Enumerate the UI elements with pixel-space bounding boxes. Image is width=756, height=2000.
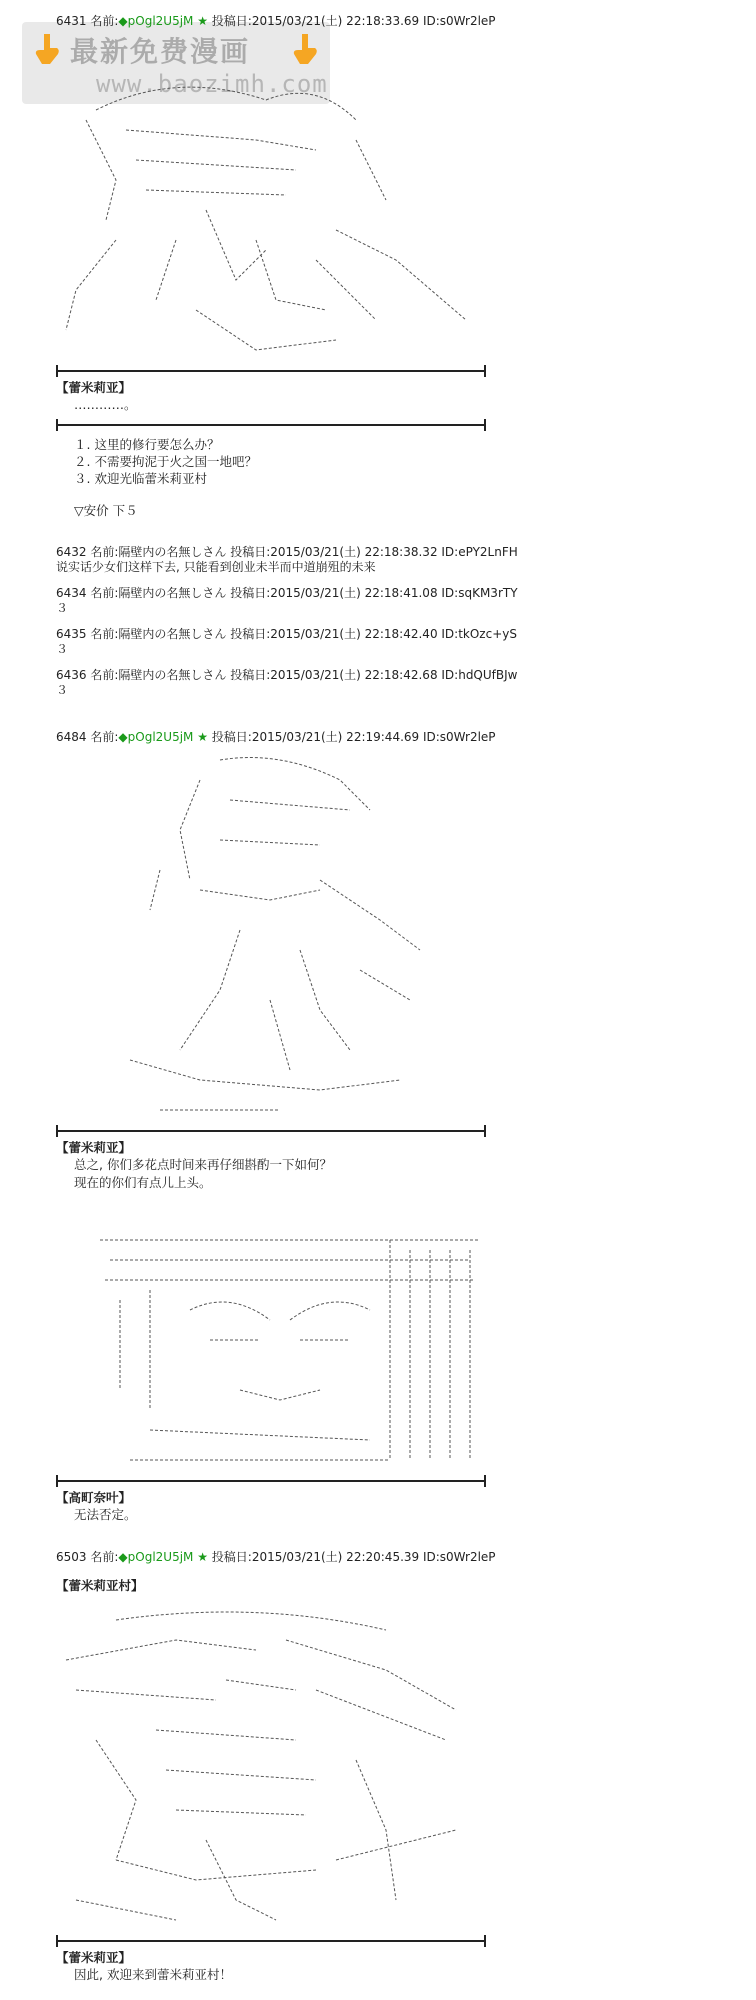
choice-item: ３. 欢迎光临蕾米莉亚村 [74, 471, 207, 486]
speaker-label: 【蕾米莉亚】 [56, 1140, 132, 1155]
speaker-label: 【蕾米莉亚】 [56, 1950, 132, 1965]
ascii-art-remilia-2 [120, 750, 440, 1120]
speaker-label: 【蕾米莉亚】 [56, 380, 132, 395]
ascii-art-remilia-1 [56, 60, 476, 360]
reply-post: 6434 名前:隔壁内の名無しさん 投稿日:2015/03/21(土) 22:18:41.08 ID:sqKM3rTY ３ [56, 586, 518, 615]
post-header: 6503 名前:◆pOgl2U5jM ★ 投稿日:2015/03/21(土) 22:20:45.39 ID:s0Wr2leP [56, 1550, 496, 1564]
vote-instruction: ▽安价 下５ [74, 503, 138, 518]
speech-line: …………。 [74, 397, 137, 412]
ascii-art-nanoha [90, 1230, 490, 1470]
reply-post: 6432 名前:隔壁内の名無しさん 投稿日:2015/03/21(土) 22:18:38.32 ID:ePY2LnFH 说实话少女们这样下去, 只能看到创业未半而中道崩殂的未来 [56, 545, 518, 574]
tripcode: ◆pOgl2U5jM ★ [118, 1550, 208, 1564]
speech-line: 总之, 你们多花点时间来再仔细斟酌一下如何？ [74, 1157, 332, 1172]
divider [56, 1940, 486, 1942]
divider [56, 424, 486, 426]
ascii-art-remilia-village [56, 1600, 486, 1930]
tripcode: ◆pOgl2U5jM ★ [118, 730, 208, 744]
post-header: 6431 名前:◆pOgl2U5jM ★ 投稿日:2015/03/21(土) 22:18:33.69 ID:s0Wr2leP [56, 14, 496, 28]
tripcode: ◆pOgl2U5jM ★ [118, 14, 208, 28]
divider [56, 1480, 486, 1482]
speech-line: 无法否定。 [74, 1507, 137, 1522]
divider [56, 370, 486, 372]
choice-item: １. 这里的修行要怎么办？ [74, 437, 220, 452]
reply-post: 6435 名前:隔壁内の名無しさん 投稿日:2015/03/21(土) 22:18:42.40 ID:tkOzc+yS ３ [56, 627, 517, 656]
speech-line: 因此, 欢迎来到蕾米莉亚村！ [74, 1967, 232, 1982]
watermark-url: www.baozimh.com [96, 70, 328, 98]
speaker-label: 【高町奈叶】 [56, 1490, 132, 1505]
divider [56, 1130, 486, 1132]
reply-post: 6436 名前:隔壁内の名無しさん 投稿日:2015/03/21(土) 22:18:42.68 ID:hdQUfBJw ３ [56, 668, 518, 697]
speech-line: 现在的你们有点儿上头。 [74, 1175, 212, 1190]
watermark-title: 最新免费漫画 [70, 35, 251, 68]
post-header: 6484 名前:◆pOgl2U5jM ★ 投稿日:2015/03/21(土) 22:19:44.69 ID:s0Wr2leP [56, 730, 496, 744]
village-label: 【蕾米莉亚村】 [56, 1578, 144, 1593]
choice-item: ２. 不需要拘泥于火之国一地吧？ [74, 454, 257, 469]
